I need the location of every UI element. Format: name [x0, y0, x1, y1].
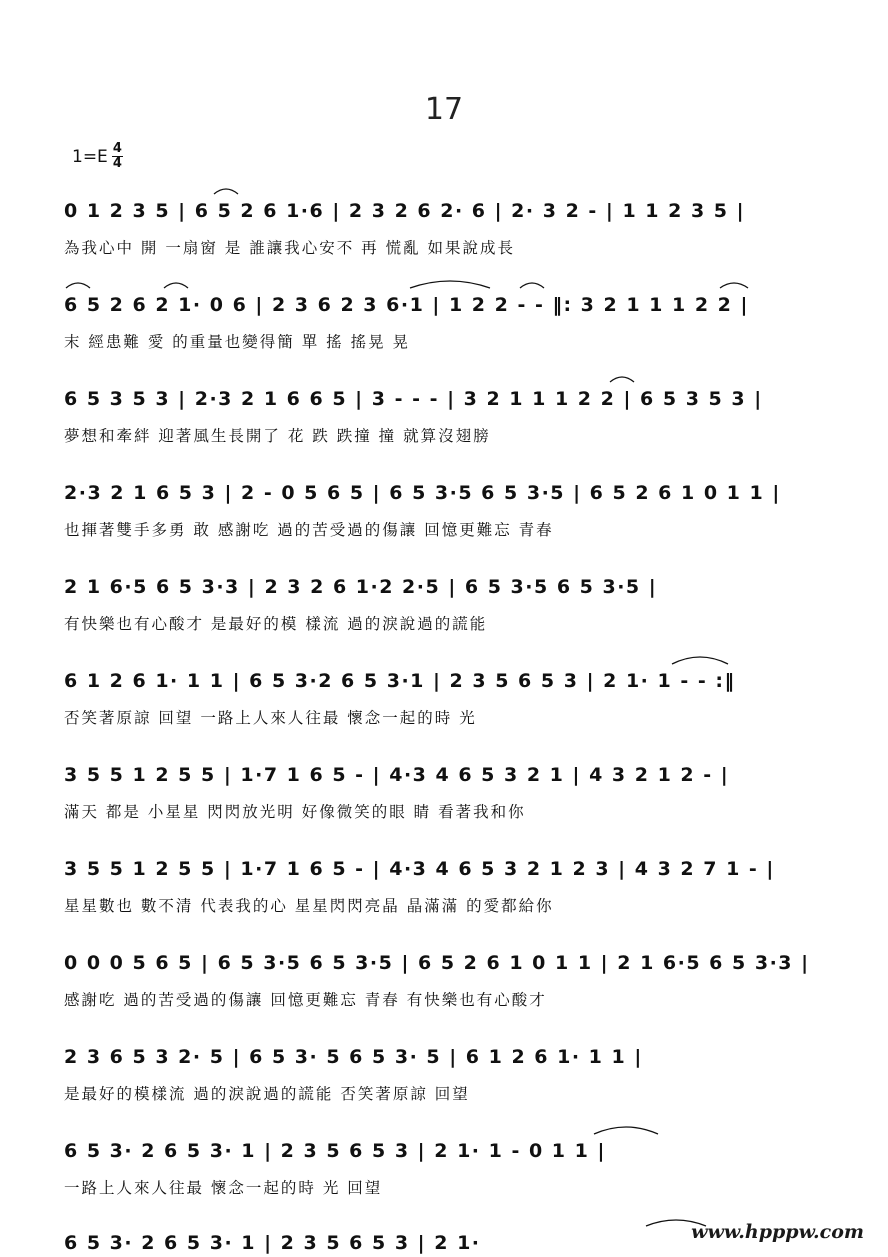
slur-2: [66, 283, 90, 288]
slur-3: [164, 283, 188, 288]
lyric-line-9: 感謝吃 過的苦受過的傷讓 回憶更難忘 青春 有快樂也有心酸才: [64, 991, 547, 1009]
slur-9: [594, 1127, 658, 1134]
time-signature-top: 4: [112, 141, 122, 156]
key-signature: [72, 142, 123, 171]
lyric-line-4: 也揮著雙手多勇 敢 感謝吃 過的苦受過的傷讓 回憶更難忘 青春: [64, 521, 554, 539]
notation-line-2: 6 5 2 6 2 1· 0 6 | 2 3 6 2 3 6·1 | 1 2 2 - - ‖: 3 2 1 1 1 2 2 |: [64, 294, 749, 316]
slur-1: [214, 189, 238, 194]
time-signature-bottom: 4: [112, 156, 122, 171]
notation-line-7: 3 5 5 1 2 5 5 | 1·7 1 6 5 - | 4·3 4 6 5 3 2 1 | 4 3 2 1 2 - |: [64, 764, 730, 786]
notation-line-11: 6 5 3· 2 6 5 3· 1 | 2 3 5 6 5 3 | 2 1· 1 - 0 1 1 |: [64, 1140, 606, 1162]
notation-line-5: 2 1 6·5 6 5 3·3 | 2 3 2 6 1·2 2·5 | 6 5 3·5 6 5 3·5 |: [64, 576, 658, 598]
notation-line-12: 6 5 3· 2 6 5 3· 1 | 2 3 5 6 5 3 | 2 1·: [64, 1232, 481, 1254]
lyric-line-11: 一路上人來人往最 懷念一起的時 光 回望: [64, 1179, 383, 1197]
notation-line-3: 6 5 3 5 3 | 2·3 2 1 6 6 5 | 3 - - - | 3 2 1 1 1 2 2 | 6 5 3 5 3 |: [64, 388, 763, 410]
lyric-line-8: 星星數也 數不清 代表我的心 星星閃閃亮晶 晶滿滿 的愛都給你: [64, 897, 554, 915]
notation-line-9: 0 0 0 5 6 5 | 6 5 3·5 6 5 3·5 | 6 5 2 6 1 0 1 1 | 2 1 6·5 6 5 3·3 |: [64, 952, 810, 974]
notation-line-10: 2 3 6 5 3 2· 5 | 6 5 3· 5 6 5 3· 5 | 6 1 2 6 1· 1 1 |: [64, 1046, 643, 1068]
notation-line-1: 0 1 2 3 5 | 6 5 2 6 1·6 | 2 3 2 6 2· 6 | 2· 3 2 - | 1 1 2 3 5 |: [64, 200, 746, 222]
slur-4: [410, 281, 490, 288]
lyric-line-3: 夢想和牽絆 迎著風生長開了 花 跌 跌撞 撞 就算沒翅膀: [64, 427, 491, 445]
time-signature: [112, 142, 123, 171]
notation-line-4: 2·3 2 1 6 5 3 | 2 - 0 5 6 5 | 6 5 3·5 6 5 3·5 | 6 5 2 6 1 0 1 1 |: [64, 482, 781, 504]
watermark: www.hpppw.com: [691, 1221, 864, 1243]
key-label: 1=E: [72, 146, 108, 167]
notation-line-8: 3 5 5 1 2 5 5 | 1·7 1 6 5 - | 4·3 4 6 5 3 2 1 2 3 | 4 3 2 7 1 - |: [64, 858, 775, 880]
page-number: 17: [424, 92, 464, 127]
slur-5: [520, 283, 544, 288]
slur-7: [610, 377, 634, 382]
lyric-line-7: 滿天 都是 小星星 閃閃放光明 好像微笑的眼 睛 看著我和你: [64, 803, 526, 821]
lyric-line-2: 末 經患難 愛 的重量也變得簡 單 搖 搖晃 晃: [64, 333, 410, 351]
slur-8: [672, 657, 728, 664]
notation-line-6: 6 1 2 6 1· 1 1 | 6 5 3·2 6 5 3·1 | 2 3 5 6 5 3 | 2 1· 1 - - :‖: [64, 670, 736, 692]
lyric-line-6: 否笑著原諒 回望 一路上人來人往最 懷念一起的時 光: [64, 709, 477, 727]
lyric-line-5: 有快樂也有心酸才 是最好的模 樣流 過的淚說過的謊能: [64, 615, 488, 633]
slur-6: [720, 283, 748, 288]
lyric-line-1: 為我心中 開 一扇窗 是 誰讓我心安不 再 慌亂 如果說成長: [64, 239, 515, 257]
lyric-line-10: 是最好的模樣流 過的淚說過的謊能 否笑著原諒 回望: [64, 1085, 470, 1103]
